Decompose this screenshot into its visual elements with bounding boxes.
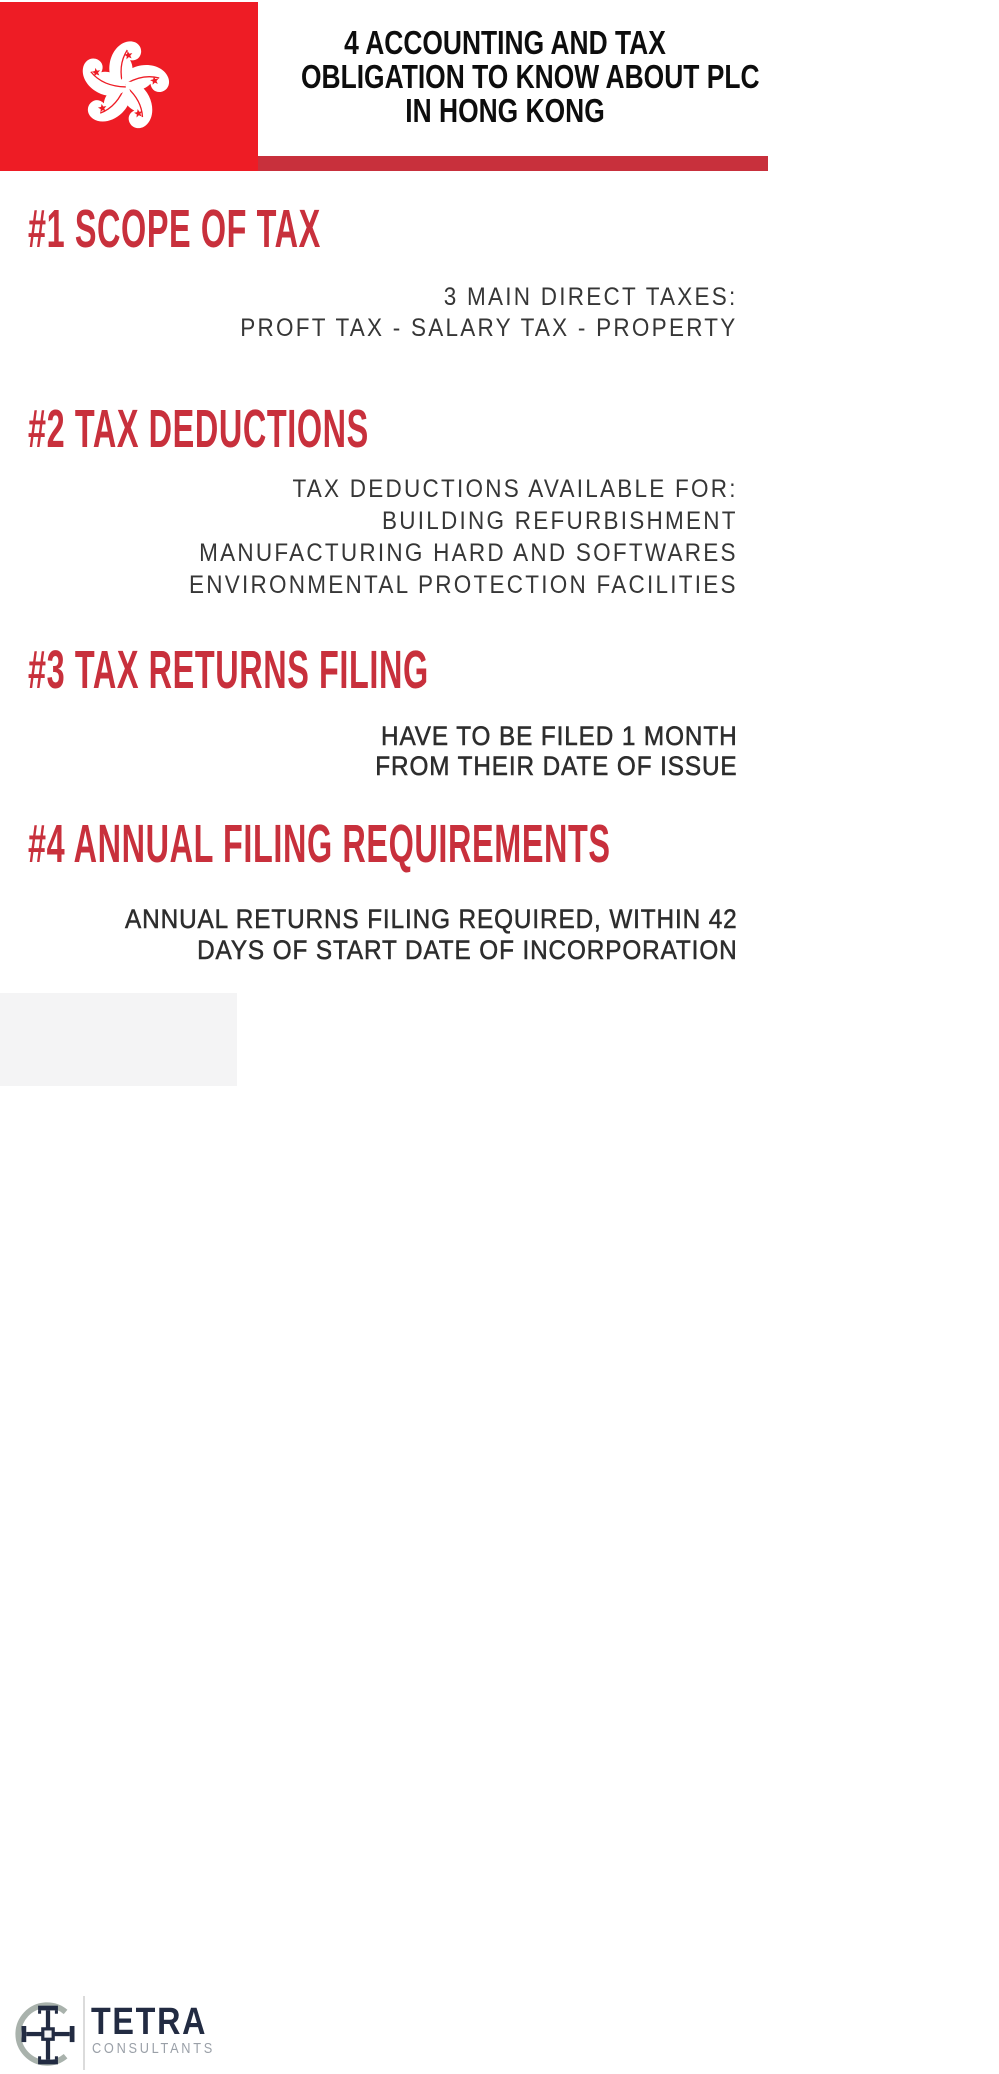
- section-1-body: [241, 282, 738, 344]
- section-3-heading: #3 TAX RETURNS FILING: [28, 640, 429, 700]
- hong-kong-flag: [0, 2, 258, 171]
- body-line: PROFT TAX - SALARY TAX - PROPERTY: [240, 314, 738, 342]
- section-2-heading: #2 TAX DEDUCTIONS: [28, 399, 369, 459]
- section-4-heading: #4 ANNUAL FILING REQUIREMENTS: [28, 814, 611, 874]
- body-line: ENVIRONMENTAL PROTECTION FACILITIES: [189, 571, 738, 599]
- section-1-heading: #1 SCOPE OF TAX: [28, 199, 321, 259]
- title-line: 4 ACCOUNTING AND TAX: [344, 24, 666, 61]
- body-line: BUILDING REFURBISHMENT: [382, 507, 738, 535]
- header-accent-bar: [258, 156, 768, 171]
- page-title: [301, 24, 760, 129]
- logo-title: TETRA: [91, 2001, 208, 2043]
- body-line: DAYS OF START DATE OF INCORPORATION: [197, 935, 738, 965]
- logo-subtitle: CONSULTANTS: [92, 2040, 215, 2057]
- body-line: MANUFACTURING HARD AND SOFTWARES: [199, 539, 738, 567]
- logo-divider: [83, 1996, 85, 2070]
- body-line: HAVE TO BE FILED 1 MONTH: [381, 721, 738, 751]
- title-line: IN HONG KONG: [405, 92, 605, 129]
- theodolite-cross-in-circle-icon: [13, 1996, 83, 2074]
- body-line: TAX DEDUCTIONS AVAILABLE FOR:: [292, 475, 738, 503]
- body-line: 3 MAIN DIRECT TAXES:: [444, 283, 738, 311]
- body-line: FROM THEIR DATE OF ISSUE: [375, 751, 738, 781]
- tetra-consultants-logo: [0, 993, 237, 2057]
- title-line: OBLIGATION TO KNOW ABOUT PLC: [301, 58, 760, 95]
- section-2-body: [189, 473, 738, 601]
- section-3-body: [376, 721, 738, 781]
- section-4-body: [125, 904, 738, 966]
- body-line: ANNUAL RETURNS FILING REQUIRED, WITHIN 42: [125, 904, 738, 934]
- bauhinia-flower-icon: [0, 2, 258, 171]
